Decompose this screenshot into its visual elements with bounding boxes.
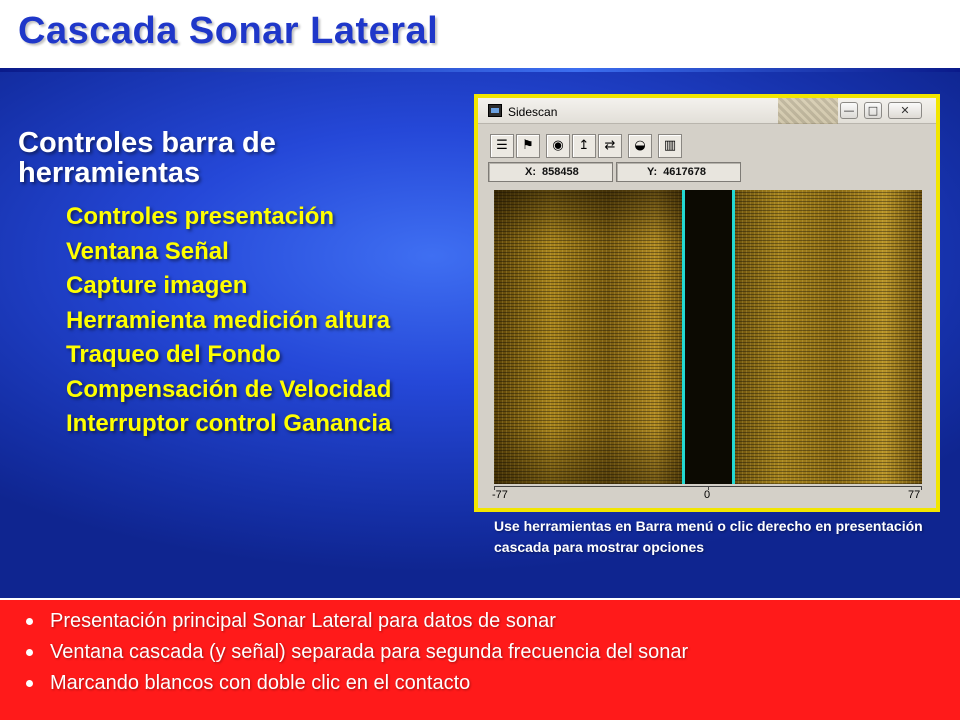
sidescan-window-screenshot [474, 94, 940, 512]
app-icon [488, 104, 502, 117]
bullet-icon [26, 618, 33, 625]
y-label: Y: [647, 166, 658, 178]
waterfall-display[interactable] [494, 190, 922, 484]
flag-icon[interactable]: ⚑ [516, 134, 540, 158]
summary-item [24, 637, 688, 668]
control-item: Controles presentación [66, 203, 335, 230]
scale-center-label: 0 [704, 489, 711, 501]
x-value: 858458 [542, 166, 579, 178]
speed-compensation-icon[interactable]: ◒ [628, 134, 652, 158]
bullet-icon [26, 649, 33, 656]
display-controls-icon[interactable]: ☰ [490, 134, 514, 158]
height-measure-icon[interactable]: ↥ [572, 134, 596, 158]
control-item: Compensación de Velocidad [66, 375, 392, 403]
control-item: Capture imagen [66, 272, 248, 299]
bullet-icon [26, 680, 33, 687]
control-item: Interruptor control Ganancia [66, 410, 392, 437]
summary-text: Marcando blancos con doble clic en el contacto [50, 672, 471, 694]
y-value: 4617678 [663, 166, 707, 178]
minimize-button[interactable]: — [840, 102, 858, 119]
camera-icon[interactable]: ◉ [546, 134, 570, 158]
summary-text: Ventana cascada (y señal) separada para segunda frecuencia del sonar [50, 641, 689, 663]
y-coordinate-field [616, 162, 741, 182]
maximize-button[interactable]: □ [864, 102, 882, 119]
close-button[interactable]: ✕ [888, 102, 922, 119]
screenshot-caption: Use herramientas en Barra menú o clic derecho en presentación cascada para mostrar opciones [494, 518, 923, 555]
summary-item [24, 668, 688, 699]
x-coordinate-field [488, 162, 613, 182]
starboard-channel-image [734, 190, 922, 484]
control-item: Ventana Señal [66, 237, 229, 265]
control-item: Herramienta medición altura [66, 306, 391, 334]
title-bar [0, 0, 960, 70]
gain-switch-icon[interactable]: ▥ [658, 134, 682, 158]
scale-left-label: -77 [492, 489, 508, 501]
scale-tick [921, 486, 922, 490]
bottom-track-line-port [682, 190, 685, 484]
slide-title: Cascada Sonar Lateral [18, 10, 439, 52]
bottom-track-icon[interactable]: ⇄ [598, 134, 622, 158]
titlebar-texture [778, 98, 838, 124]
summary-text: Presentación principal Sonar Lateral para datos de sonar [50, 610, 556, 632]
port-channel-shading [494, 190, 684, 484]
scale-right-label: 77 [908, 489, 921, 501]
summary-list [24, 606, 688, 699]
summary-item [24, 606, 688, 637]
water-column [684, 190, 734, 484]
bottom-track-line-starboard [732, 190, 735, 484]
range-scale [490, 486, 926, 506]
x-label: X: [525, 166, 536, 178]
toolbar-controls-heading: Controles barra de herramientas [18, 127, 276, 189]
controls-list [66, 200, 391, 442]
window-titlebar[interactable] [478, 98, 936, 124]
window-title: Sidescan [508, 105, 558, 119]
control-item: Traqueo del Fondo [66, 341, 281, 368]
summary-panel [0, 598, 960, 720]
